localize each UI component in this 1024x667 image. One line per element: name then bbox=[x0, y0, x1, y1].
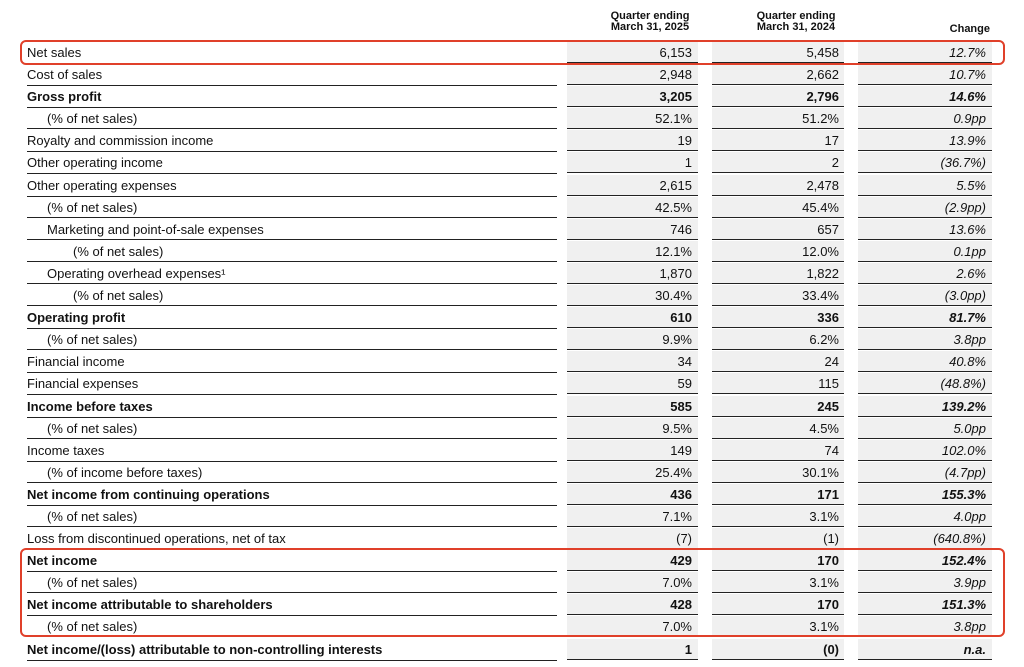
value-q2024: (0) bbox=[712, 639, 844, 660]
value-q2024: 170 bbox=[712, 550, 844, 571]
row-label: (% of net sales) bbox=[27, 418, 557, 439]
value-q2025: 1 bbox=[567, 152, 698, 173]
value-q2024: 2,478 bbox=[712, 175, 844, 196]
value-change: (36.7%) bbox=[858, 152, 992, 173]
row-label: Net sales bbox=[27, 42, 557, 64]
header-q2025-line2: March 31, 2025 bbox=[610, 21, 690, 33]
header-q2025 bbox=[580, 11, 720, 33]
table-row bbox=[0, 152, 1024, 174]
header-q2024 bbox=[726, 11, 866, 33]
value-q2025: 2,615 bbox=[567, 175, 698, 196]
table-row bbox=[0, 506, 1024, 528]
value-change: 3.8pp bbox=[858, 616, 992, 637]
value-q2025: 30.4% bbox=[567, 285, 698, 306]
value-q2024: 2,796 bbox=[712, 86, 844, 107]
table-row bbox=[0, 594, 1024, 616]
value-q2025: 585 bbox=[567, 396, 698, 417]
table-row bbox=[0, 484, 1024, 506]
value-change: 5.5% bbox=[858, 175, 992, 196]
value-q2024: 17 bbox=[712, 130, 844, 151]
value-change: 40.8% bbox=[858, 351, 992, 372]
table-row bbox=[0, 219, 1024, 241]
row-label: (% of net sales) bbox=[27, 108, 557, 129]
value-q2024: 2,662 bbox=[712, 64, 844, 85]
row-label: Other operating expenses bbox=[27, 175, 557, 197]
header-q2024-line1: Quarter ending bbox=[756, 10, 836, 22]
value-change: (3.0pp) bbox=[858, 285, 992, 306]
row-label: Cost of sales bbox=[27, 64, 557, 86]
value-q2025: 149 bbox=[567, 440, 698, 461]
table-row bbox=[0, 639, 1024, 661]
table-row bbox=[0, 197, 1024, 219]
value-q2024: 12.0% bbox=[712, 241, 844, 262]
row-label: Net income/(loss) attributable to non-controlling interests bbox=[27, 639, 557, 661]
value-q2025: 2,948 bbox=[567, 64, 698, 85]
row-label: Operating overhead expenses¹ bbox=[27, 263, 557, 284]
value-change: 81.7% bbox=[858, 307, 992, 328]
table-row bbox=[0, 550, 1024, 572]
value-q2024: 2 bbox=[712, 152, 844, 173]
value-q2025: 12.1% bbox=[567, 241, 698, 262]
value-q2024: 170 bbox=[712, 594, 844, 615]
row-label: Net income attributable to shareholders bbox=[27, 594, 557, 616]
value-q2025: 59 bbox=[567, 373, 698, 394]
table-row bbox=[0, 285, 1024, 307]
value-q2025: 7.1% bbox=[567, 506, 698, 527]
table-row bbox=[0, 440, 1024, 462]
table-body bbox=[0, 42, 1024, 661]
header-q2024-line2: March 31, 2024 bbox=[756, 21, 836, 33]
table-row bbox=[0, 329, 1024, 351]
table-row bbox=[0, 175, 1024, 197]
value-change: 3.8pp bbox=[858, 329, 992, 350]
value-q2025: (7) bbox=[567, 528, 698, 549]
value-q2024: 6.2% bbox=[712, 329, 844, 350]
row-label: (% of net sales) bbox=[27, 197, 557, 218]
value-q2024: 3.1% bbox=[712, 572, 844, 593]
value-q2025: 3,205 bbox=[567, 86, 698, 107]
value-q2025: 9.5% bbox=[567, 418, 698, 439]
value-change: (4.7pp) bbox=[858, 462, 992, 483]
value-q2024: 51.2% bbox=[712, 108, 844, 129]
row-label: (% of net sales) bbox=[27, 241, 557, 262]
value-q2024: 657 bbox=[712, 219, 844, 240]
value-q2024: 74 bbox=[712, 440, 844, 461]
table-row bbox=[0, 263, 1024, 285]
value-change: 10.7% bbox=[858, 64, 992, 85]
row-label: Income before taxes bbox=[27, 396, 557, 418]
value-q2024: (1) bbox=[712, 528, 844, 549]
value-q2024: 24 bbox=[712, 351, 844, 372]
table-row bbox=[0, 572, 1024, 594]
row-label: Other operating income bbox=[27, 152, 557, 174]
value-q2024: 1,822 bbox=[712, 263, 844, 284]
table-row bbox=[0, 351, 1024, 373]
row-label: Financial expenses bbox=[27, 373, 557, 395]
row-label: (% of income before taxes) bbox=[27, 462, 557, 483]
row-label: (% of net sales) bbox=[27, 329, 557, 350]
row-label: Operating profit bbox=[27, 307, 557, 329]
table-row bbox=[0, 418, 1024, 440]
row-label: (% of net sales) bbox=[27, 616, 557, 637]
value-q2025: 610 bbox=[567, 307, 698, 328]
value-q2024: 245 bbox=[712, 396, 844, 417]
value-change: (48.8%) bbox=[858, 373, 992, 394]
value-change: 13.9% bbox=[858, 130, 992, 151]
value-q2025: 7.0% bbox=[567, 616, 698, 637]
value-change: 12.7% bbox=[858, 42, 992, 63]
table-row bbox=[0, 616, 1024, 638]
row-label: (% of net sales) bbox=[27, 506, 557, 527]
value-q2024: 33.4% bbox=[712, 285, 844, 306]
row-label: (% of net sales) bbox=[27, 572, 557, 593]
value-q2024: 3.1% bbox=[712, 506, 844, 527]
value-change: 151.3% bbox=[858, 594, 992, 615]
value-change: 5.0pp bbox=[858, 418, 992, 439]
value-q2025: 9.9% bbox=[567, 329, 698, 350]
table-row bbox=[0, 462, 1024, 484]
value-change: 102.0% bbox=[858, 440, 992, 461]
value-q2025: 6,153 bbox=[567, 42, 698, 63]
value-change: (2.9pp) bbox=[858, 197, 992, 218]
table-row bbox=[0, 42, 1024, 64]
value-change: 155.3% bbox=[858, 484, 992, 505]
value-change: 0.9pp bbox=[858, 108, 992, 129]
value-q2024: 336 bbox=[712, 307, 844, 328]
value-change: n.a. bbox=[858, 639, 992, 660]
table-row bbox=[0, 373, 1024, 395]
value-q2025: 429 bbox=[567, 550, 698, 571]
row-label: Loss from discontinued operations, net of tax bbox=[27, 528, 557, 550]
value-change: 14.6% bbox=[858, 86, 992, 107]
value-q2025: 1,870 bbox=[567, 263, 698, 284]
value-q2025: 1 bbox=[567, 639, 698, 660]
header-q2025-line1: Quarter ending bbox=[610, 10, 690, 22]
row-label: Royalty and commission income bbox=[27, 130, 557, 152]
value-change: 152.4% bbox=[858, 550, 992, 571]
value-change: 139.2% bbox=[858, 396, 992, 417]
value-change: 2.6% bbox=[858, 263, 992, 284]
row-label: (% of net sales) bbox=[27, 285, 557, 306]
value-q2024: 3.1% bbox=[712, 616, 844, 637]
value-change: 0.1pp bbox=[858, 241, 992, 262]
table-row bbox=[0, 528, 1024, 550]
value-change: (640.8%) bbox=[858, 528, 992, 549]
value-q2025: 436 bbox=[567, 484, 698, 505]
value-change: 13.6% bbox=[858, 219, 992, 240]
value-q2025: 428 bbox=[567, 594, 698, 615]
value-q2025: 25.4% bbox=[567, 462, 698, 483]
value-q2025: 7.0% bbox=[567, 572, 698, 593]
value-change: 4.0pp bbox=[858, 506, 992, 527]
table-row bbox=[0, 108, 1024, 130]
row-label: Income taxes bbox=[27, 440, 557, 462]
value-q2024: 5,458 bbox=[712, 42, 844, 63]
row-label: Marketing and point-of-sale expenses bbox=[27, 219, 557, 240]
value-q2025: 746 bbox=[567, 219, 698, 240]
row-label: Financial income bbox=[27, 351, 557, 373]
value-change: 3.9pp bbox=[858, 572, 992, 593]
value-q2024: 115 bbox=[712, 373, 844, 394]
table-row bbox=[0, 307, 1024, 329]
value-q2024: 30.1% bbox=[712, 462, 844, 483]
table-row bbox=[0, 130, 1024, 152]
value-q2024: 45.4% bbox=[712, 197, 844, 218]
value-q2025: 42.5% bbox=[567, 197, 698, 218]
row-label: Net income bbox=[27, 550, 557, 572]
value-q2025: 34 bbox=[567, 351, 698, 372]
value-q2025: 52.1% bbox=[567, 108, 698, 129]
header-change: Change bbox=[949, 23, 990, 35]
row-label: Gross profit bbox=[27, 86, 557, 108]
row-label: Net income from continuing operations bbox=[27, 484, 557, 506]
value-q2024: 4.5% bbox=[712, 418, 844, 439]
table-row bbox=[0, 241, 1024, 263]
table-row bbox=[0, 64, 1024, 86]
value-q2025: 19 bbox=[567, 130, 698, 151]
value-q2024: 171 bbox=[712, 484, 844, 505]
table-row bbox=[0, 396, 1024, 418]
table-row bbox=[0, 86, 1024, 108]
